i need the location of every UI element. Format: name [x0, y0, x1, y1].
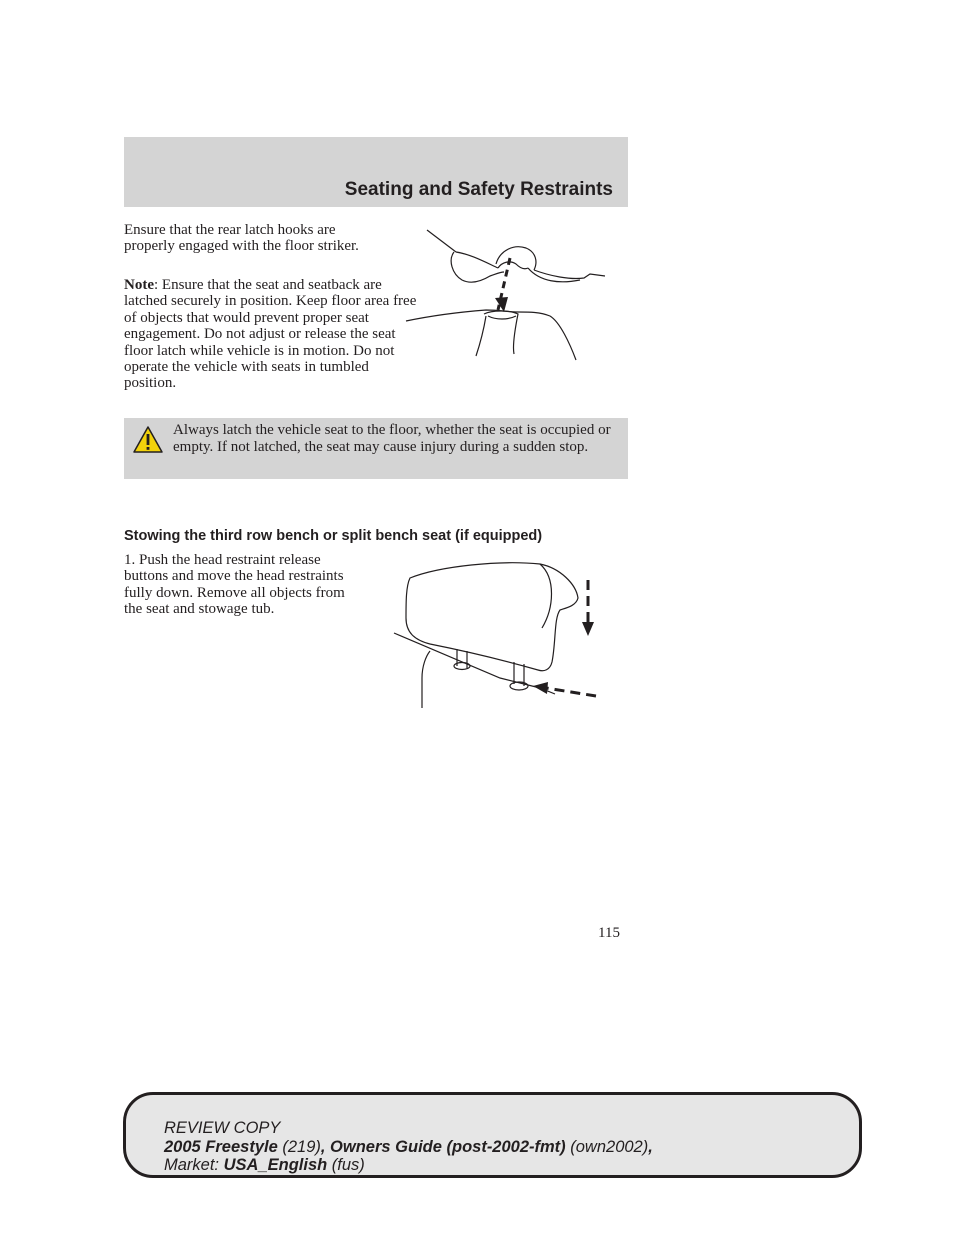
review-copy-label: REVIEW COPY [164, 1119, 281, 1137]
footer-market-line: Market: USA_English (fus) [164, 1156, 365, 1174]
note-label: Note [124, 277, 154, 293]
head-restraint-illustration [390, 558, 602, 710]
latch-hook-illustration [400, 224, 612, 364]
footer-text [164, 1119, 653, 1175]
step-1-paragraph: 1. Push the head restraint release buttons and move the head restraints fully down. Remove all objects from the seat and stowage tub. [124, 552, 345, 618]
warning-text: Always latch the vehicle seat to the floor, whether the seat is occupied or empty. If not latched, the seat may cause injury during a sudden stop. [173, 422, 611, 455]
page-number: 115 [598, 925, 620, 941]
stowing-section-heading: Stowing the third row bench or split bench seat (if equipped) [124, 528, 543, 544]
section-title: Seating and Safety Restraints [344, 179, 613, 200]
latch-hooks-paragraph: Ensure that the rear latch hooks are properly engaged with the floor striker. [124, 222, 359, 255]
footer-document-line: 2005 Freestyle (219), Owners Guide (post-2002-fmt) (own2002), [164, 1137, 653, 1156]
section-header-band [124, 137, 628, 207]
review-copy-footer [123, 1092, 862, 1178]
warning-box [124, 418, 628, 479]
note-text: : Ensure that the seat and seatback are latched securely in position. Keep floor area free of objects that would prevent proper seat engagement. Do not adjust or release the seat floor latch while vehicle is in motion. Do not operate the vehicle with seats in tumbled position. [124, 277, 417, 392]
note-paragraph [124, 277, 424, 392]
warning-text-block [130, 422, 614, 455]
